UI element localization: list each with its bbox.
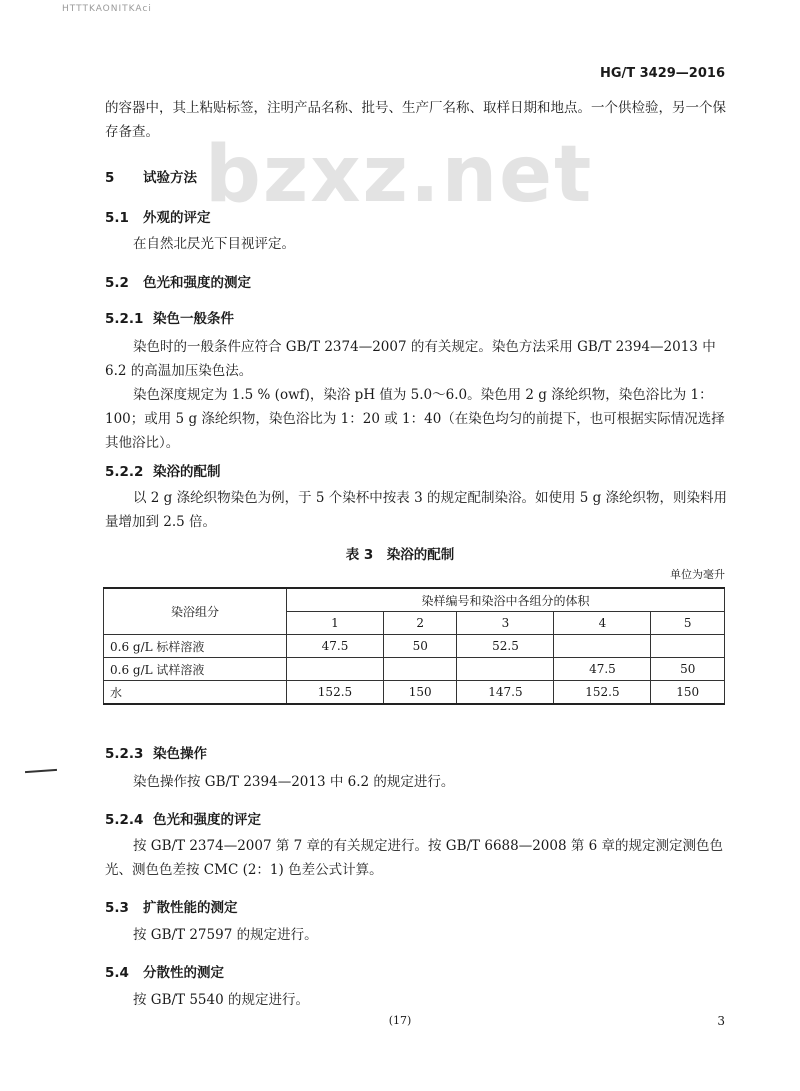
- section-5-2-heading: [105, 271, 251, 291]
- column-header: 3: [457, 612, 554, 635]
- table-row: [104, 658, 725, 681]
- section-5-2-4-text: 按 GB/T 2374—2007 第 7 章的有关规定进行。按 GB/T 6688—2008 第 6 章的规定测定测色色光、测色色差按 CMC (2：1) 色差公式计算。: [105, 838, 724, 878]
- section-5-2-1-paragraph-2: 染色深度规定为 1.5 % (owf)，染浴 pH 值为 5.0～6.0。染色用 2 g 涤纶织物，染色浴比为 1：100；或用 5 g 涤纶织物，染色浴比为 1：20 或 1：40（在染色均匀的前提下，也可根据实际情况选择其他浴比）。: [105, 387, 725, 451]
- footer-center: (17): [388, 1014, 412, 1027]
- table-cell: 50: [651, 658, 725, 681]
- table-cell: 150: [651, 681, 725, 705]
- section-title: 试验方法: [143, 170, 197, 186]
- column-header: 5: [651, 612, 725, 635]
- dye-bath-table: [103, 587, 725, 705]
- section-5-2-1-heading: [105, 307, 234, 327]
- table-cell: 47.5: [554, 658, 651, 681]
- section-number: 5.1: [105, 210, 129, 226]
- group-header: 染样编号和染浴中各组分的体积: [287, 588, 725, 612]
- scan-mark: [25, 769, 57, 773]
- section-5-2-1-paragraph-1: 染色时的一般条件应符合 GB/T 2374—2007 的有关规定。染色方法采用 GB/T 2394—2013 中 6.2 的高温加压染色法。: [105, 339, 716, 379]
- standard-code: HG/T 3429—2016: [599, 66, 725, 81]
- section-number: 5.4: [105, 965, 129, 981]
- section-title: 色光和强度的评定: [153, 812, 261, 828]
- section-5-2-3-text: 染色操作按 GB/T 2394—2013 中 6.2 的规定进行。: [133, 774, 455, 790]
- table-unit: 单位为毫升: [670, 568, 725, 581]
- table-cell: [457, 658, 554, 681]
- section-5-1-heading: [105, 206, 211, 226]
- section-title: 扩散性能的测定: [143, 900, 238, 916]
- section-number: 5.2.4: [105, 812, 144, 828]
- section-5-2-3-heading: [105, 742, 207, 762]
- section-title: 分散性的测定: [143, 965, 224, 981]
- table-row: [104, 635, 725, 658]
- section-5-heading: [105, 166, 197, 186]
- table-cell: [554, 635, 651, 658]
- row-label: 水: [104, 681, 287, 705]
- section-5-3-heading: [105, 896, 238, 916]
- row-label: 0.6 g/L 标样溶液: [104, 635, 287, 658]
- scan-header-text: HTTTKAONITKAci: [62, 4, 152, 14]
- section-number: 5.3: [105, 900, 129, 916]
- section-number: 5.2: [105, 275, 129, 291]
- table-cell: [651, 635, 725, 658]
- section-5-1-text: 在自然北昃光下目视评定。: [133, 236, 295, 252]
- watermark: bzxz.net: [205, 130, 594, 220]
- table-header-row: [104, 588, 725, 612]
- table-caption: 表 3 染浴的配制: [345, 547, 455, 563]
- page-number: 3: [717, 1014, 725, 1028]
- section-5-4-text: 按 GB/T 5540 的规定进行。: [133, 992, 309, 1008]
- section-5-2-2-heading: [105, 460, 221, 480]
- intro-paragraph: 的容器中，其上粘贴标签，注明产品名称、批号、生产厂名称、取样日期和地点。一个供检验，另一个保存备查。: [105, 100, 726, 140]
- section-title: 染色操作: [153, 746, 207, 762]
- table-cell: 150: [383, 681, 457, 705]
- section-5-4-heading: [105, 961, 224, 981]
- table-cell: 50: [383, 635, 457, 658]
- section-title: 染浴的配制: [153, 464, 221, 480]
- table-cell: 152.5: [287, 681, 384, 705]
- table-cell: 147.5: [457, 681, 554, 705]
- section-title: 色光和强度的测定: [143, 275, 251, 291]
- section-number: 5: [105, 170, 115, 186]
- row-header-label: 染浴组分: [104, 588, 287, 635]
- section-number: 5.2.2: [105, 464, 144, 480]
- table-cell: 152.5: [554, 681, 651, 705]
- table-cell: [287, 658, 384, 681]
- section-title: 外观的评定: [143, 210, 211, 226]
- column-header: 2: [383, 612, 457, 635]
- row-label: 0.6 g/L 试样溶液: [104, 658, 287, 681]
- section-5-3-text: 按 GB/T 27597 的规定进行。: [133, 927, 318, 943]
- column-header: 1: [287, 612, 384, 635]
- section-title: 染色一般条件: [153, 311, 234, 327]
- section-5-2-2-paragraph: 以 2 g 涤纶织物染色为例，于 5 个染杯中按表 3 的规定配制染浴。如使用 5 g 涤纶织物，则染料用量增加到 2.5 倍。: [105, 490, 728, 530]
- table-cell: [383, 658, 457, 681]
- column-header: 4: [554, 612, 651, 635]
- table-cell: 47.5: [287, 635, 384, 658]
- section-5-2-4-heading: [105, 808, 261, 828]
- section-number: 5.2.1: [105, 311, 144, 327]
- section-number: 5.2.3: [105, 746, 144, 762]
- table-row: [104, 681, 725, 705]
- table-cell: 52.5: [457, 635, 554, 658]
